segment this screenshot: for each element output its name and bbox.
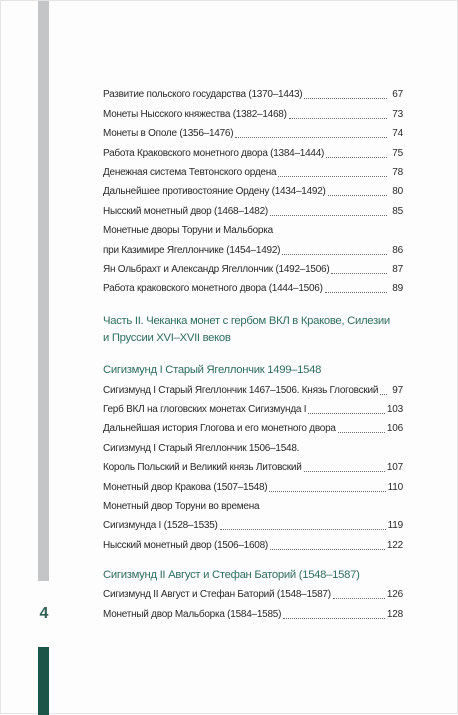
- toc-entry-page: 73: [392, 108, 403, 120]
- toc-entry: [103, 399, 403, 418]
- toc-entry: [103, 278, 403, 297]
- toc-entry-page: 89: [392, 283, 403, 295]
- toc-entry: [103, 220, 403, 239]
- toc-entry-page: 122: [386, 539, 403, 551]
- toc-entry-title: Нысский монетный двор (1468–1482): [103, 205, 268, 217]
- toc-entry: [103, 515, 403, 534]
- toc-entry-page: 97: [392, 384, 403, 396]
- dot-leader: [338, 432, 385, 433]
- toc-entry-title: Герб ВКЛ на глоговских монетах Сигизмунда I: [103, 404, 307, 416]
- dot-leader: [270, 549, 385, 550]
- toc-entry-title: Работа Краковского монетного двора (1384–1444): [103, 147, 325, 159]
- toc-entry-title: Сигизмунд I Старый Ягеллончик 1506–1548.: [103, 442, 300, 454]
- part-heading-line-2: и Пруссии XVI–XVII веков: [103, 332, 231, 345]
- toc-entry-page: 110: [387, 481, 403, 493]
- toc-entry-title: Монетный двор Кракова (1507–1548): [103, 481, 268, 493]
- toc-entry-page: 87: [392, 263, 403, 275]
- toc-entry-page: 103: [386, 404, 403, 416]
- toc-entry-page: 67: [392, 89, 403, 101]
- toc-entry: [103, 259, 403, 278]
- toc-entry: [103, 437, 403, 456]
- toc-entry-page: 75: [392, 147, 403, 159]
- toc-entry: [103, 457, 403, 476]
- dot-leader: [269, 491, 385, 492]
- toc-entry-page: 107: [386, 462, 403, 474]
- toc-entry-title: Сигизмунда I (1528–1535): [103, 520, 218, 532]
- toc-entry-title: Монеты в Ополе (1356–1476): [103, 128, 234, 140]
- toc-entry: [103, 496, 403, 515]
- toc-entry-title: Нысский монетный двор (1506–1608): [103, 539, 268, 551]
- toc-entry: [103, 418, 403, 437]
- dot-leader: [328, 195, 387, 196]
- toc-entry-title: Монеты Нысского княжества (1382–1468): [103, 108, 287, 120]
- side-bar-gray: [38, 1, 49, 581]
- dot-leader: [308, 413, 385, 414]
- toc-entry: [103, 142, 403, 161]
- toc-entry-page: 78: [392, 166, 403, 178]
- toc-entry-title: Сигизмунд II Август и Стефан Баторий (1548–1587): [103, 589, 331, 601]
- toc-entry-title: Монетный двор Мальборка (1584–1585): [103, 608, 282, 620]
- page-number: 4: [39, 605, 49, 622]
- dot-leader: [278, 176, 387, 177]
- dot-leader: [333, 598, 385, 599]
- dot-leader: [380, 394, 387, 395]
- toc-entry: [103, 162, 403, 181]
- toc-group-1: [103, 84, 403, 297]
- section-heading-1: Сигизмунд I Старый Ягеллончик 1499–1548: [103, 364, 322, 377]
- toc-entry: [103, 181, 403, 200]
- part-heading-line-1: Часть II. Чеканка монет с гербом ВКЛ в Кракове, Силезии: [103, 315, 390, 328]
- toc-entry-page: 86: [392, 244, 403, 256]
- toc-entry-title: Развитие польского государства (1370–1443): [103, 89, 303, 101]
- toc-entry: [103, 476, 403, 495]
- dot-leader: [270, 215, 387, 216]
- toc-entry-page: 126: [386, 589, 403, 601]
- toc-entry: [103, 534, 403, 553]
- toc-entry-page: 106: [386, 423, 403, 435]
- toc-entry-page: 80: [392, 186, 403, 198]
- toc-entry: [103, 103, 403, 122]
- toc-entry-title: Дальнейшее противостояние Ордену (1434–1492): [103, 186, 326, 198]
- dot-leader: [235, 137, 387, 138]
- toc-entry: [103, 84, 403, 103]
- toc-section-2: [103, 584, 403, 623]
- toc-entry-title: Монетный двор Торуни во времена: [103, 501, 260, 513]
- toc-section-1: [103, 379, 403, 554]
- toc-entry: [103, 239, 403, 258]
- toc-entry-title: при Казимире Ягеллончике (1454–1492): [103, 244, 281, 256]
- dot-leader: [326, 157, 387, 158]
- dot-leader: [220, 529, 386, 530]
- dot-leader: [283, 618, 385, 619]
- toc-entry-title: Денежная система Тевтонского ордена: [103, 166, 277, 178]
- toc-entry-page: 85: [392, 205, 403, 217]
- dot-leader: [282, 254, 387, 255]
- toc-entry: [103, 603, 403, 622]
- toc-entry: [103, 584, 403, 603]
- dot-leader: [331, 273, 387, 274]
- dot-leader: [304, 98, 387, 99]
- section-heading-2: Сигизмунд II Август и Стефан Баторий (1548–1587): [103, 568, 360, 581]
- toc-entry-page: 128: [386, 608, 403, 620]
- toc-entry-title: Дальнейшая история Глогова и его монетного двора: [103, 423, 336, 435]
- toc-entry-page: 119: [387, 520, 403, 532]
- toc-entry: [103, 379, 403, 398]
- side-bar-green: [38, 647, 49, 715]
- toc-entry-title: Работа краковского монетного двора (1444–1506): [103, 283, 323, 295]
- table-of-contents: [103, 84, 403, 623]
- toc-entry-title: Ян Ольбрахт и Александр Ягеллончик (1492–1506): [103, 263, 330, 275]
- part-heading: [103, 313, 403, 347]
- dot-leader: [289, 118, 387, 119]
- toc-entry-page: 74: [392, 128, 403, 140]
- toc-entry: [103, 200, 403, 219]
- toc-entry-title: Монетные дворы Торуни и Мальборка: [103, 225, 273, 237]
- dot-leader: [325, 292, 387, 293]
- toc-entry-title: Король Польский и Великий князь Литовский: [103, 462, 302, 474]
- dot-leader: [304, 471, 385, 472]
- toc-entry: [103, 123, 403, 142]
- toc-entry-title: Сигизмунд I Старый Ягеллончик 1467–1506. Князь Глоговский: [103, 384, 379, 396]
